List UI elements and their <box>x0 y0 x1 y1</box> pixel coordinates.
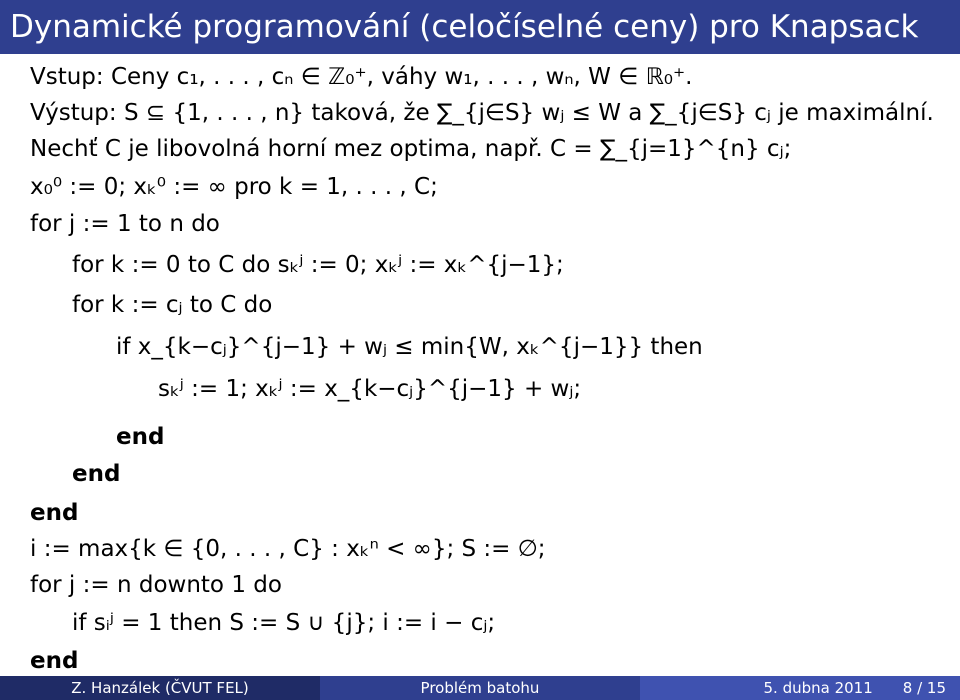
slide-title: Dynamické programování (celočíselné ceny) pro Knapsack <box>0 0 960 54</box>
slide-footer <box>0 676 960 700</box>
if-line: if x_{k−cⱼ}^{j−1} + wⱼ ≤ min{W, xₖ^{j−1}} then <box>116 334 703 360</box>
end-inner-if: end <box>116 424 165 450</box>
bound-line: Nechť C je libovolná horní mez optima, např. C = ∑_{j=1}^{n} cⱼ; <box>30 136 792 162</box>
footer-right <box>640 676 960 700</box>
end-backtrack: end <box>30 648 79 674</box>
footer-date: 5. dubna 2011 <box>763 679 873 697</box>
footer-page-number: 8 / 15 <box>902 679 946 697</box>
inner-loop-line: for k := cⱼ to C do <box>72 292 273 318</box>
backtrack-if-line: if sᵢʲ = 1 then S := S ∪ {j}; i := i − cⱼ; <box>72 610 496 636</box>
input-line: Vstup: Ceny c₁, . . . , cₙ ∈ ℤ₀⁺, váhy w₁, . . . , wₙ, W ∈ ℝ₀⁺. <box>30 64 693 90</box>
output-line: Výstup: S ⊆ {1, . . . , n} taková, že ∑_{j∈S} wⱼ ≤ W a ∑_{j∈S} cⱼ je maximální. <box>30 100 934 126</box>
outer-loop-line: for j := 1 to n do <box>30 211 220 237</box>
assign-line: sₖʲ := 1; xₖʲ := x_{k−cⱼ}^{j−1} + wⱼ; <box>158 376 582 402</box>
end-inner-loop: end <box>72 461 121 487</box>
footer-author: Z. Hanzálek (ČVUT FEL) <box>0 676 320 700</box>
max-line: i := max{k ∈ {0, . . . , C} : xₖⁿ < ∞}; S := ∅; <box>30 536 546 562</box>
end-outer-loop: end <box>30 500 79 526</box>
footer-topic: Problém batohu <box>320 676 640 700</box>
init-line: x₀⁰ := 0; xₖ⁰ := ∞ pro k = 1, . . . , C; <box>30 174 438 200</box>
copy-loop-line: for k := 0 to C do sₖʲ := 0; xₖʲ := xₖ^{j−1}; <box>72 252 564 278</box>
backtrack-loop-line: for j := n downto 1 do <box>30 572 282 598</box>
